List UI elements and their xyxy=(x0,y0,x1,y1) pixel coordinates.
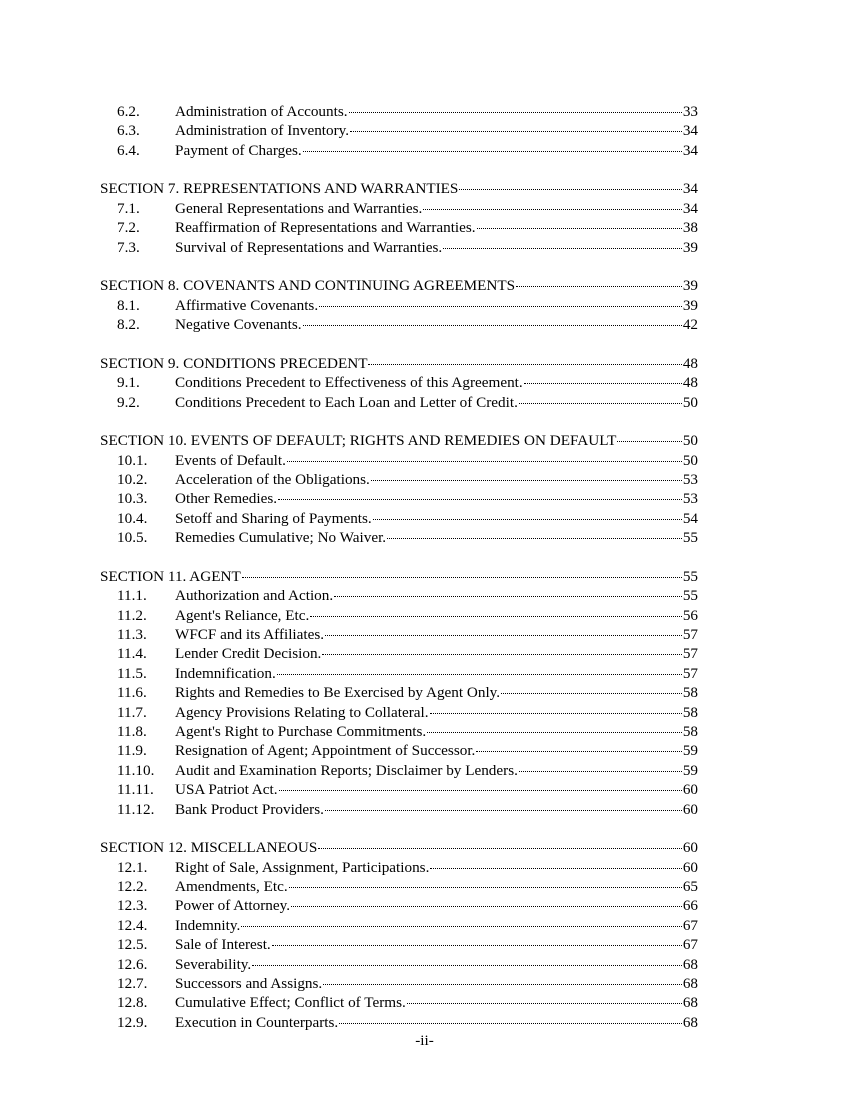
entry-page-number: 58 xyxy=(682,723,698,741)
entry-number: 10.2. xyxy=(117,471,148,489)
entry-title: Survival of Representations and Warranties. xyxy=(175,238,443,256)
toc-entry xyxy=(100,935,698,954)
entry-number: 12.5. xyxy=(117,936,148,954)
toc-entry xyxy=(100,644,698,663)
entry-page-number: 39 xyxy=(682,296,698,314)
entry-number: 6.2. xyxy=(117,103,140,120)
entry-page-number: 68 xyxy=(682,1013,698,1031)
entry-number: 9.1. xyxy=(117,374,140,392)
dot-leader xyxy=(334,596,682,597)
dot-leader xyxy=(430,868,681,869)
entry-number: 12.4. xyxy=(117,916,148,934)
entry-title: Audit and Examination Reports; Disclaimer by Lenders. xyxy=(175,761,518,779)
entry-page-number: 55 xyxy=(682,587,698,605)
section-title: SECTION 11. AGENT xyxy=(100,567,241,585)
entry-page-number: 48 xyxy=(682,374,698,392)
entry-title: Negative Covenants. xyxy=(175,316,302,334)
toc-entry xyxy=(100,858,698,877)
dot-leader xyxy=(617,441,681,442)
dot-leader xyxy=(242,577,682,578)
entry-title: Setoff and Sharing of Payments. xyxy=(175,509,372,527)
toc-entry xyxy=(100,470,698,489)
toc-group xyxy=(100,102,698,160)
dot-leader xyxy=(287,461,682,462)
toc-entry xyxy=(100,993,698,1012)
dot-leader xyxy=(407,1003,682,1004)
entry-page-number: 57 xyxy=(682,626,698,644)
entry-number: 10.1. xyxy=(117,451,148,469)
entry-number: 12.1. xyxy=(117,858,148,876)
entry-page-number: 60 xyxy=(682,800,698,818)
toc-entry xyxy=(100,238,698,257)
dot-leader xyxy=(519,403,682,404)
toc-entry xyxy=(100,141,698,160)
toc-entry xyxy=(100,393,698,412)
dot-leader xyxy=(252,965,682,966)
dot-leader xyxy=(443,248,682,249)
section-page-number: 34 xyxy=(682,180,698,198)
entry-title: Severability. xyxy=(175,955,252,973)
dot-leader xyxy=(349,112,682,113)
entry-number: 12.6. xyxy=(117,955,148,973)
dot-leader xyxy=(322,654,681,655)
dot-leader xyxy=(325,635,682,636)
toc-group xyxy=(100,179,698,257)
entry-title: Amendments, Etc. xyxy=(175,878,288,896)
entry-title: Execution in Counterparts. xyxy=(175,1013,339,1031)
toc-entry xyxy=(100,315,698,334)
dot-leader xyxy=(368,364,681,365)
section-page-number: 39 xyxy=(682,277,698,295)
entry-title: USA Patriot Act. xyxy=(175,781,278,799)
toc-entry xyxy=(100,683,698,702)
dot-leader xyxy=(501,693,682,694)
toc-group xyxy=(100,276,698,334)
entry-number: 11.5. xyxy=(117,664,147,682)
dot-leader xyxy=(423,209,682,210)
toc-section-heading xyxy=(100,179,698,198)
entry-number: 7.3. xyxy=(117,238,140,256)
section-title: SECTION 9. CONDITIONS PRECEDENT xyxy=(100,354,368,372)
entry-title: WFCF and its Affiliates. xyxy=(175,626,325,644)
dot-leader xyxy=(323,984,682,985)
entry-number: 11.4. xyxy=(117,645,147,663)
toc-entry xyxy=(100,218,698,237)
entry-number: 11.6. xyxy=(117,684,147,702)
toc-group xyxy=(100,838,698,1032)
entry-number: 11.11. xyxy=(117,781,154,799)
entry-page-number: 38 xyxy=(682,219,698,237)
entry-page-number: 65 xyxy=(682,878,698,896)
dot-leader xyxy=(477,228,682,229)
entry-page-number: 42 xyxy=(682,316,698,334)
entry-title: Agent's Right to Purchase Commitments. xyxy=(175,723,427,741)
dot-leader xyxy=(459,189,681,190)
entry-title: Indemnity. xyxy=(175,916,241,934)
entry-title: Conditions Precedent to Effectiveness of this Agreement. xyxy=(175,374,523,392)
dot-leader xyxy=(289,887,682,888)
toc-group xyxy=(100,431,698,547)
toc-entry xyxy=(100,1013,698,1032)
entry-title: Events of Default. xyxy=(175,451,286,469)
entry-number: 12.2. xyxy=(117,878,148,896)
toc-entry xyxy=(100,703,698,722)
entry-title: Other Remedies. xyxy=(175,490,278,508)
section-page-number: 60 xyxy=(682,839,698,857)
entry-number: 12.7. xyxy=(117,975,148,993)
section-title: SECTION 12. MISCELLANEOUS xyxy=(100,839,318,857)
toc-section-heading xyxy=(100,431,698,450)
dot-leader xyxy=(427,732,682,733)
entry-title: Bank Product Providers. xyxy=(175,800,324,818)
entry-number: 7.2. xyxy=(117,219,140,237)
entry-page-number: 34 xyxy=(682,141,698,159)
entry-page-number: 68 xyxy=(682,975,698,993)
entry-title: Rights and Remedies to Be Exercised by Agent Only. xyxy=(175,684,501,702)
dot-leader xyxy=(291,906,682,907)
toc-section-heading xyxy=(100,276,698,295)
entry-title: Power of Attorney. xyxy=(175,897,291,915)
entry-page-number: 34 xyxy=(682,122,698,140)
entry-page-number: 57 xyxy=(682,664,698,682)
entry-page-number: 55 xyxy=(682,529,698,547)
entry-page-number: 67 xyxy=(682,936,698,954)
entry-page-number: 66 xyxy=(682,897,698,915)
entry-page-number: 68 xyxy=(682,955,698,973)
entry-title: Affirmative Covenants. xyxy=(175,296,319,314)
dot-leader xyxy=(519,771,682,772)
table-of-contents xyxy=(100,102,698,1051)
toc-entry xyxy=(100,296,698,315)
toc-entry xyxy=(100,896,698,915)
toc-entry xyxy=(100,780,698,799)
entry-title: Sale of Interest. xyxy=(175,936,271,954)
entry-title: Acceleration of the Obligations. xyxy=(175,471,370,489)
dot-leader xyxy=(318,848,682,849)
toc-entry xyxy=(100,528,698,547)
entry-page-number: 58 xyxy=(682,684,698,702)
dot-leader xyxy=(476,751,681,752)
entry-number: 9.2. xyxy=(117,393,140,411)
toc-entry xyxy=(100,606,698,625)
toc-entry xyxy=(100,586,698,605)
dot-leader xyxy=(373,519,682,520)
entry-number: 8.2. xyxy=(117,316,140,334)
entry-number: 11.10. xyxy=(117,761,155,779)
entry-page-number: 53 xyxy=(682,471,698,489)
toc-entry xyxy=(100,199,698,218)
toc-entry xyxy=(100,102,698,121)
toc-entry xyxy=(100,877,698,896)
entry-title: Authorization and Action. xyxy=(175,587,334,605)
dot-leader xyxy=(516,286,682,287)
entry-page-number: 34 xyxy=(682,199,698,217)
entry-page-number: 53 xyxy=(682,490,698,508)
dot-leader xyxy=(325,810,682,811)
toc-entry xyxy=(100,664,698,683)
entry-number: 11.8. xyxy=(117,723,147,741)
dot-leader xyxy=(350,131,682,132)
entry-page-number: 60 xyxy=(682,781,698,799)
section-page-number: 55 xyxy=(682,567,698,585)
entry-number: 8.1. xyxy=(117,296,140,314)
dot-leader xyxy=(319,306,682,307)
dot-leader xyxy=(241,926,682,927)
entry-page-number: 68 xyxy=(682,994,698,1012)
toc-section-heading xyxy=(100,567,698,586)
entry-number: 7.1. xyxy=(117,199,140,217)
toc-entry xyxy=(100,625,698,644)
entry-number: 6.3. xyxy=(117,122,140,140)
toc-entry xyxy=(100,955,698,974)
entry-title: Agency Provisions Relating to Collateral. xyxy=(175,703,429,721)
entry-number: 11.12. xyxy=(117,800,155,818)
entry-number: 12.9. xyxy=(117,1013,148,1031)
toc-section-heading xyxy=(100,838,698,857)
toc-entry xyxy=(100,489,698,508)
dot-leader xyxy=(272,945,682,946)
section-title: SECTION 8. COVENANTS AND CONTINUING AGREEMENTS xyxy=(100,277,516,295)
toc-entry xyxy=(100,800,698,819)
toc-entry xyxy=(100,722,698,741)
dot-leader xyxy=(430,713,682,714)
section-title: SECTION 7. REPRESENTATIONS AND WARRANTIES xyxy=(100,180,459,198)
dot-leader xyxy=(279,790,682,791)
entry-page-number: 60 xyxy=(682,858,698,876)
dot-leader xyxy=(310,616,681,617)
entry-page-number: 58 xyxy=(682,703,698,721)
entry-title: Reaffirmation of Representations and Warranties. xyxy=(175,219,476,237)
entry-page-number: 57 xyxy=(682,645,698,663)
dot-leader xyxy=(277,674,682,675)
entry-page-number: 54 xyxy=(682,509,698,527)
entry-title: Administration of Accounts. xyxy=(175,103,348,120)
entry-number: 10.5. xyxy=(117,529,148,547)
entry-title: Lender Credit Decision. xyxy=(175,645,322,663)
entry-page-number: 67 xyxy=(682,916,698,934)
toc-entry xyxy=(100,974,698,993)
entry-title: Agent's Reliance, Etc. xyxy=(175,606,310,624)
entry-title: Conditions Precedent to Each Loan and Letter of Credit. xyxy=(175,393,518,411)
entry-page-number: 59 xyxy=(682,761,698,779)
entry-page-number: 56 xyxy=(682,606,698,624)
entry-number: 10.3. xyxy=(117,490,148,508)
entry-number: 6.4. xyxy=(117,141,140,159)
entry-number: 11.2. xyxy=(117,606,147,624)
entry-title: Cumulative Effect; Conflict of Terms. xyxy=(175,994,406,1012)
section-title: SECTION 10. EVENTS OF DEFAULT; RIGHTS AND REMEDIES ON DEFAULT xyxy=(100,432,617,450)
section-page-number: 48 xyxy=(682,354,698,372)
entry-page-number: 59 xyxy=(682,742,698,760)
entry-page-number: 50 xyxy=(682,451,698,469)
entry-title: Indemnification. xyxy=(175,664,276,682)
dot-leader xyxy=(303,325,682,326)
toc-entry xyxy=(100,509,698,528)
toc-entry xyxy=(100,451,698,470)
dot-leader xyxy=(371,480,682,481)
entry-number: 11.9. xyxy=(117,742,147,760)
dot-leader xyxy=(278,499,682,500)
toc-entry xyxy=(100,121,698,140)
entry-page-number: 39 xyxy=(682,238,698,256)
entry-number: 11.3. xyxy=(117,626,147,644)
entry-title: Administration of Inventory. xyxy=(175,122,350,140)
entry-title: General Representations and Warranties. xyxy=(175,199,423,217)
toc-entry xyxy=(100,373,698,392)
section-page-number: 50 xyxy=(682,432,698,450)
entry-title: Payment of Charges. xyxy=(175,141,302,159)
entry-title: Remedies Cumulative; No Waiver. xyxy=(175,529,387,547)
entry-number: 11.1. xyxy=(117,587,147,605)
dot-leader xyxy=(339,1023,682,1024)
dot-leader xyxy=(524,383,682,384)
entry-number: 10.4. xyxy=(117,509,148,527)
entry-number: 12.8. xyxy=(117,994,148,1012)
entry-page-number: 33 xyxy=(682,103,698,120)
entry-number: 12.3. xyxy=(117,897,148,915)
dot-leader xyxy=(303,151,682,152)
toc-entry xyxy=(100,761,698,780)
toc-section-heading xyxy=(100,354,698,373)
dot-leader xyxy=(387,538,682,539)
entry-title: Resignation of Agent; Appointment of Successor. xyxy=(175,742,476,760)
entry-title: Successors and Assigns. xyxy=(175,975,323,993)
toc-entry xyxy=(100,916,698,935)
toc-group xyxy=(100,354,698,412)
entry-title: Right of Sale, Assignment, Participations. xyxy=(175,858,430,876)
toc-entry xyxy=(100,741,698,760)
page-number-footer: -ii- xyxy=(415,1032,434,1049)
entry-page-number: 50 xyxy=(682,393,698,411)
entry-number: 11.7. xyxy=(117,703,147,721)
toc-group xyxy=(100,567,698,819)
